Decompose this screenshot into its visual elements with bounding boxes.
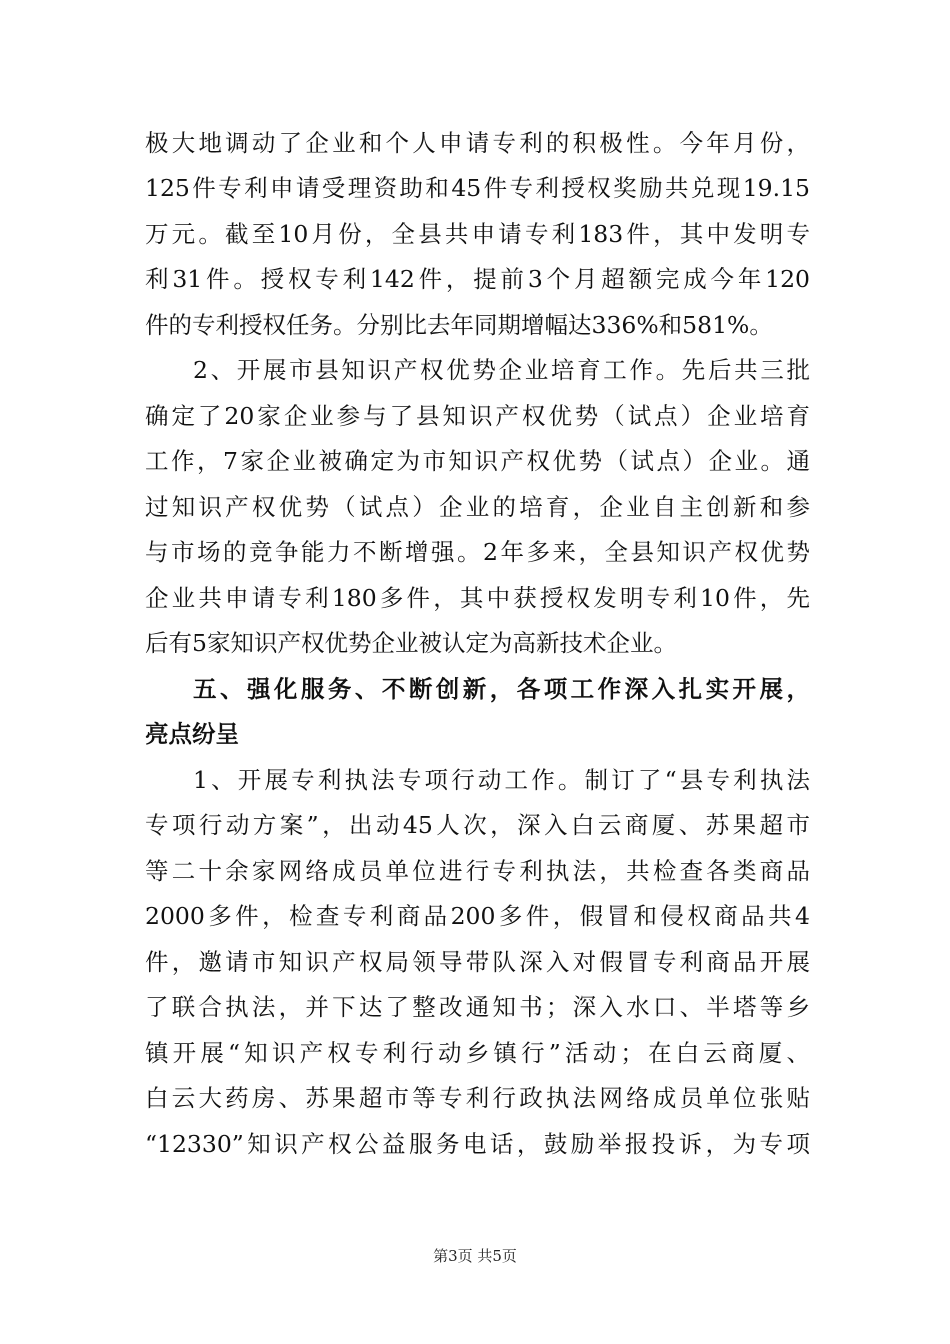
- paragraph-first-line: 1、开展专利执法专项行动工作。制订了“县专利执法: [193, 766, 810, 794]
- body-text-line: 极大地调动了企业和个人申请专利的积极性。今年月份，: [145, 129, 810, 157]
- body-text-line: 等二十余家网络成员单位进行专利执法，共检查各类商品: [145, 857, 810, 885]
- section-heading: 亮点纷呈: [145, 720, 239, 748]
- body-text-line: 万元。截至10月份，全县共申请专利183件，其中发明专: [145, 220, 810, 248]
- body-text-line: 件的专利授权任务。分别比去年同期增幅达336%和581%。: [145, 311, 773, 339]
- body-text-line: 工作，7家企业被确定为市知识产权优势（试点）企业。通: [145, 447, 810, 475]
- body-text-line: 过知识产权优势（试点）企业的培育，企业自主创新和参: [145, 493, 810, 521]
- body-text-line: 2000多件，检查专利商品200多件，假冒和侵权商品共4: [145, 902, 810, 930]
- body-text-line: 与市场的竞争能力不断增强。2年多来，全县知识产权优势: [145, 538, 810, 566]
- page-number-footer: 第3页 共5页: [433, 1247, 517, 1265]
- section-heading: 五、强化服务、不断创新，各项工作深入扎实开展，: [193, 675, 810, 703]
- body-text-line: “12330”知识产权公益服务电话，鼓励举报投诉，为专项: [145, 1130, 810, 1158]
- body-text-line: 125件专利申请受理资助和45件专利授权奖励共兑现19.15: [145, 174, 810, 202]
- body-text-line: 镇开展“知识产权专利行动乡镇行”活动；在白云商厦、: [145, 1039, 810, 1067]
- body-text-line: 后有5家知识产权优势企业被认定为高新技术企业。: [145, 629, 677, 657]
- body-text-line: 利31件。授权专利142件，提前3个月超额完成今年120: [145, 265, 810, 293]
- body-text-line: 企业共申请专利180多件，其中获授权发明专利10件，先: [145, 584, 810, 612]
- body-text-line: 确定了20家企业参与了县知识产权优势（试点）企业培育: [145, 402, 810, 430]
- body-text-line: 白云大药房、苏果超市等专利行政执法网络成员单位张贴: [145, 1084, 810, 1112]
- paragraph-first-line: 2、开展市县知识产权优势企业培育工作。先后共三批: [193, 356, 810, 384]
- body-text-line: 件，邀请市知识产权局领导带队深入对假冒专利商品开展: [145, 948, 810, 976]
- body-text-line: 了联合执法，并下达了整改通知书；深入水口、半塔等乡: [145, 993, 810, 1021]
- body-text-line: 专项行动方案”，出动45人次，深入白云商厦、苏果超市: [145, 811, 810, 839]
